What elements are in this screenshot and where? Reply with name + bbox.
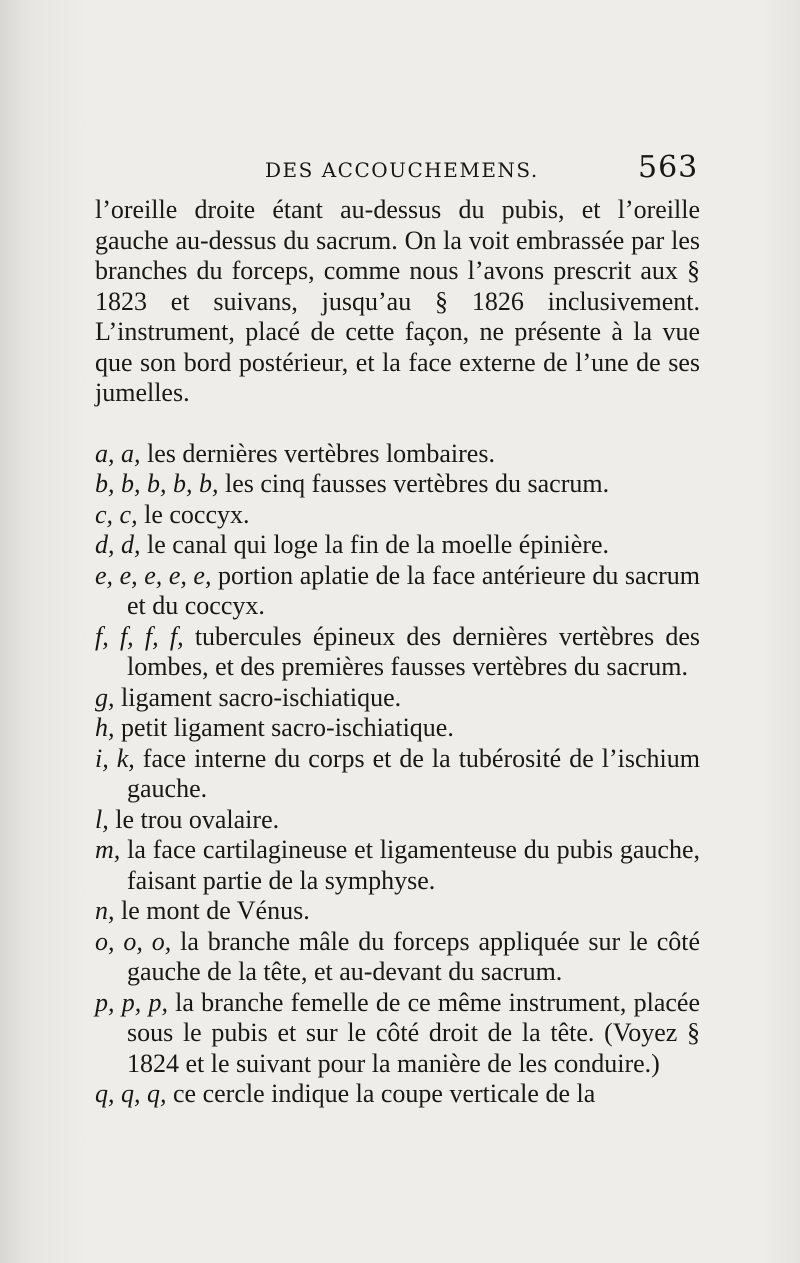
legend-text: le trou ovalaire. — [108, 804, 280, 834]
legend-item — [95, 500, 700, 531]
legend-text: le canal qui loge la fin de la moelle épinière. — [140, 530, 610, 559]
legend-item — [95, 927, 700, 988]
legend-key: o, o, o, — [95, 926, 172, 956]
legend-key: i, k, — [95, 743, 135, 773]
legend-text: le coccyx. — [137, 499, 250, 529]
legend-item — [95, 744, 700, 805]
running-title: DES ACCOUCHEMENS. — [265, 158, 539, 182]
legend-text: le mont de Vénus. — [114, 896, 310, 925]
legend-key: m, — [95, 835, 121, 864]
legend-text: tubercules épineux des dernières vertèbres des lombes, et des premières fausses vertèbres du sacrum. — [127, 621, 700, 681]
legend-item — [95, 713, 700, 744]
legend-text: petit ligament sacro-ischiatique. — [114, 713, 454, 742]
legend-item — [95, 439, 700, 470]
legend-item — [95, 896, 700, 927]
legend-text: la branche femelle de ce même instrument, placée sous le pubis et sur le côté droit de la tête. (Voyez § 1824 et le suivant pour la manière de les conduire.) — [127, 987, 700, 1078]
legend-key: n, — [95, 896, 115, 925]
legend-item — [95, 1079, 700, 1110]
legend-key: h, — [95, 713, 115, 742]
legend-key: b, b, b, b, b, — [95, 469, 219, 498]
legend-key: l, — [95, 804, 109, 834]
legend-text: face interne du corps et de la tubérosité de l’ischium gauche. — [127, 743, 700, 803]
legend-item — [95, 530, 700, 561]
figure-legend — [95, 439, 700, 1110]
legend-key: p, p, p, — [95, 987, 168, 1017]
legend-text: portion aplatie de la face antérieure du sacrum et du coccyx. — [127, 560, 701, 620]
legend-item — [95, 561, 700, 622]
legend-key: a, a, — [95, 438, 141, 468]
legend-key: e, e, e, e, e, — [95, 560, 212, 590]
legend-text: les dernières vertèbres lombaires. — [140, 438, 495, 468]
legend-text: la branche mâle du forceps appliquée sur le côté gauche de la tête, et au-devant du sacrum. — [127, 926, 701, 986]
intro-paragraph: l’oreille droite étant au-dessus du pubis, et l’oreille gauche au-dessus du sacrum. On la voit embrassée par les branches du forceps, comme nous l’avons prescrit aux § 1823 et suivans, jusqu’au § 1826 inclusivement. L’instrument, placé de cette façon, ne présente à la vue que son bord postérieur, et la face externe de l’une de ses jumelles. — [95, 195, 700, 407]
legend-item — [95, 805, 700, 836]
legend-key: f, f, f, f, — [95, 621, 184, 651]
legend-text: les cinq fausses vertèbres du sacrum. — [218, 469, 610, 498]
legend-item — [95, 988, 700, 1080]
legend-text: ce cercle indique la coupe verticale de la — [166, 1079, 596, 1108]
page-header — [0, 148, 800, 188]
legend-item — [95, 683, 700, 714]
legend-key: d, d, — [95, 530, 141, 559]
legend-key: c, c, — [95, 499, 138, 529]
legend-item — [95, 622, 700, 683]
legend-key: q, q, q, — [95, 1079, 167, 1108]
page-body — [95, 195, 700, 1110]
legend-text: la face cartilagineuse et ligamenteuse du pubis gauche, faisant partie de la symphyse. — [120, 835, 700, 895]
page-number: 563 — [638, 150, 699, 185]
legend-item — [95, 835, 700, 896]
legend-text: ligament sacro-ischiatique. — [114, 682, 402, 712]
legend-key: g, — [95, 682, 115, 712]
legend-item — [95, 469, 700, 500]
